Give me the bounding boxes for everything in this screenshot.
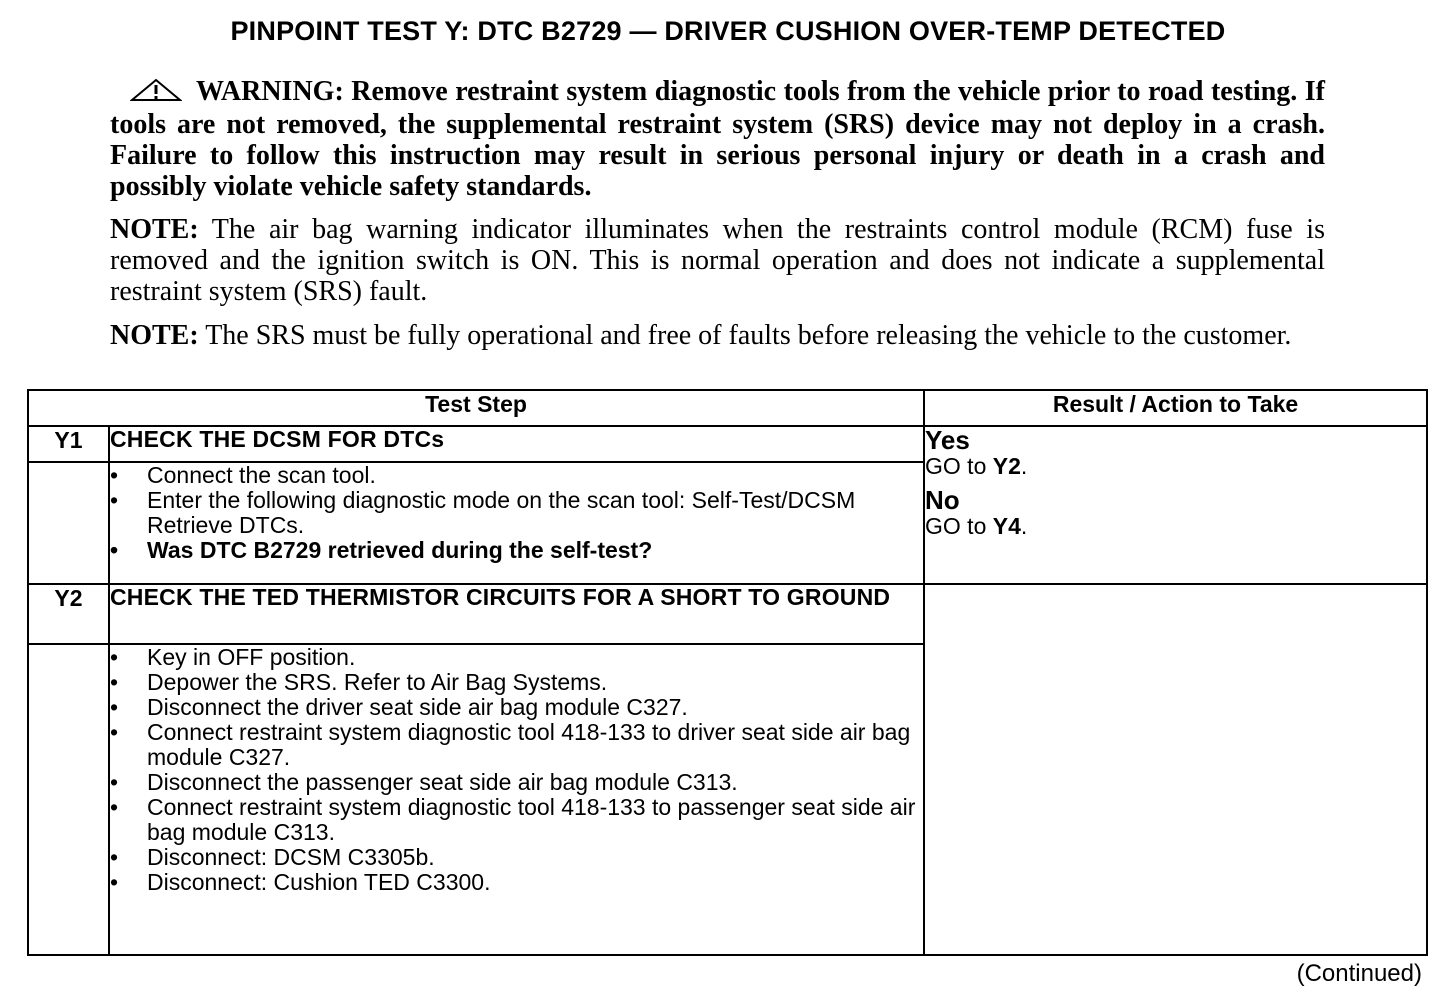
list-item: • Enter the following diagnostic mode on the scan tool: Self-Test/DCSM Retrieve DTCs.: [110, 488, 923, 538]
step-title: CHECK THE TED THERMISTOR CIRCUITS FOR A SHORT TO GROUND: [109, 584, 924, 644]
warning-text: Remove restraint system diagnostic tools from the vehicle prior to road testing. If tools are not removed, the supplemental restraint system (SRS) device may not deploy in a crash. Failure to follow this instruction may result in serious personal injury or death in a crash and possibly violate vehicle safety standards.: [110, 76, 1326, 202]
result-yes-prefix: GO to: [925, 453, 987, 479]
step-id-spacer: [28, 462, 109, 584]
list-item: • Disconnect the passenger seat side air bag module C313.: [110, 770, 923, 795]
note-1: [110, 214, 1325, 307]
step-id: Y2: [28, 584, 109, 644]
note-2: [110, 320, 1325, 351]
continued-label: (Continued): [1296, 960, 1422, 987]
result-cell: [924, 584, 1427, 955]
result-yes-action: [925, 453, 1426, 479]
result-no-suffix: .: [1020, 513, 1028, 539]
result-no-target: Y4: [992, 513, 1021, 539]
list-item: • Disconnect: DCSM C3305b.: [110, 845, 923, 870]
step-title-row: [28, 584, 1427, 644]
result-yes-suffix: .: [1020, 453, 1028, 479]
list-item: • Was DTC B2729 retrieved during the self-test?: [110, 538, 923, 563]
test-step-table: [27, 389, 1428, 956]
list-item: • Depower the SRS. Refer to Air Bag Systems.: [110, 670, 923, 695]
step-bullets: [109, 644, 924, 955]
result-yes-target: Y2: [992, 453, 1021, 479]
warning-triangle-icon: [120, 78, 182, 109]
result-no-action: [925, 513, 1426, 539]
step-id: Y1: [28, 426, 109, 462]
step-title-row: [28, 426, 1427, 462]
warning-block: [110, 76, 1325, 202]
list-item: • Key in OFF position.: [110, 645, 923, 670]
warning-label: WARNING:: [196, 76, 344, 107]
list-item: • Disconnect the driver seat side air bag module C327.: [110, 695, 923, 720]
table-header-row: [28, 390, 1427, 426]
note-1-label: NOTE:: [110, 214, 199, 245]
step-title: CHECK THE DCSM FOR DTCs: [109, 426, 924, 462]
header-test-step: Test Step: [28, 390, 924, 426]
list-item: • Connect the scan tool.: [110, 463, 923, 488]
list-item: • Connect restraint system diagnostic tool 418-133 to passenger seat side air bag module C313.: [110, 795, 923, 845]
note-2-label: NOTE:: [110, 320, 199, 351]
result-cell: [924, 426, 1427, 584]
result-yes-label: Yes: [925, 425, 970, 455]
list-item: • Connect restraint system diagnostic tool 418-133 to driver seat side air bag module C327.: [110, 720, 923, 770]
page-title: PINPOINT TEST Y: DTC B2729 — DRIVER CUSHION OVER-TEMP DETECTED: [230, 16, 1226, 46]
result-no-prefix: GO to: [925, 513, 987, 539]
note-2-text: The SRS must be fully operational and free of faults before releasing the vehicle to the customer.: [205, 320, 1292, 351]
list-item: • Disconnect: Cushion TED C3300.: [110, 870, 923, 895]
step-id-spacer: [28, 644, 109, 955]
result-no-label: No: [925, 485, 960, 515]
header-result: Result / Action to Take: [924, 390, 1427, 426]
note-1-text: The air bag warning indicator illuminates when the restraints control module (RCM) fuse is removed and the ignition switch is ON. This is normal operation and does not indicate a supplemental restraint system (SRS) fault.: [110, 214, 1325, 307]
step-bullets: [109, 462, 924, 584]
